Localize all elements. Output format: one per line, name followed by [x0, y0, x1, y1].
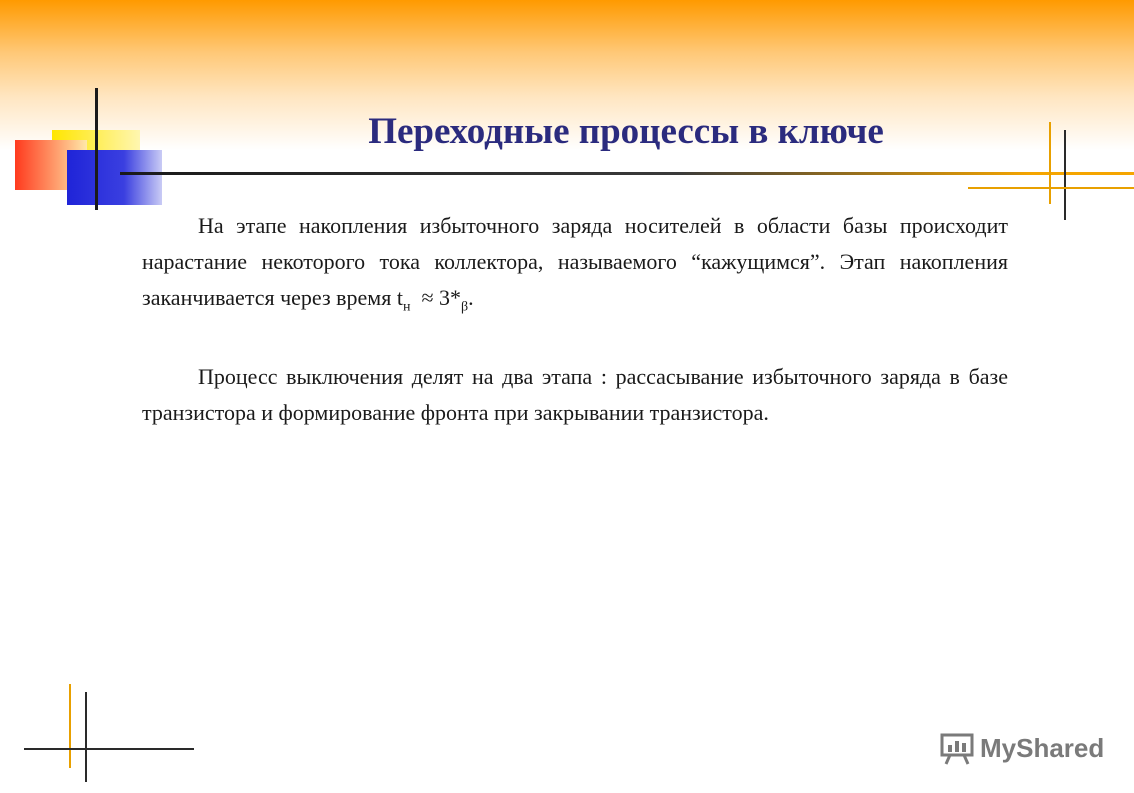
slide-title: Переходные процессы в ключе	[368, 111, 884, 152]
formula-end: .	[468, 285, 474, 310]
decor-bottom-horizontal-dark	[24, 748, 194, 750]
decor-right-vertical-dark	[1064, 130, 1066, 220]
formula-approx: ≈	[421, 285, 434, 310]
decor-bottom-vertical-gold	[69, 684, 71, 768]
decor-right-horizontal-gold	[968, 187, 1134, 189]
decor-vertical-line	[95, 88, 98, 210]
slide-body	[142, 208, 1008, 431]
formula-beta: β	[461, 299, 469, 315]
myshared-watermark	[940, 728, 1104, 768]
decor-blue-square	[67, 150, 162, 205]
formula-tail: 3*	[439, 285, 462, 310]
paragraph-accumulation-text: На этапе накопления избыточного заряда носителей в области базы происходит нарастание некоторого тока коллектора, называемого “кажущимся”. Этап накопления заканчивается через время t	[142, 213, 1008, 310]
presentation-board-icon	[940, 731, 974, 765]
watermark-label: MyShared	[980, 732, 1105, 763]
time-formula	[402, 285, 474, 315]
decor-bottom-vertical-dark	[85, 692, 87, 782]
formula-subscript: н	[402, 299, 411, 315]
paragraph-switch-off: Процесс выключения делят на два этапа : рассасывание избыточного заряда в базе транзистора и формирование фронта при закрывании транзистора.	[142, 364, 1008, 426]
paragraph-accumulation	[142, 208, 1008, 325]
title-underline	[120, 172, 1134, 175]
